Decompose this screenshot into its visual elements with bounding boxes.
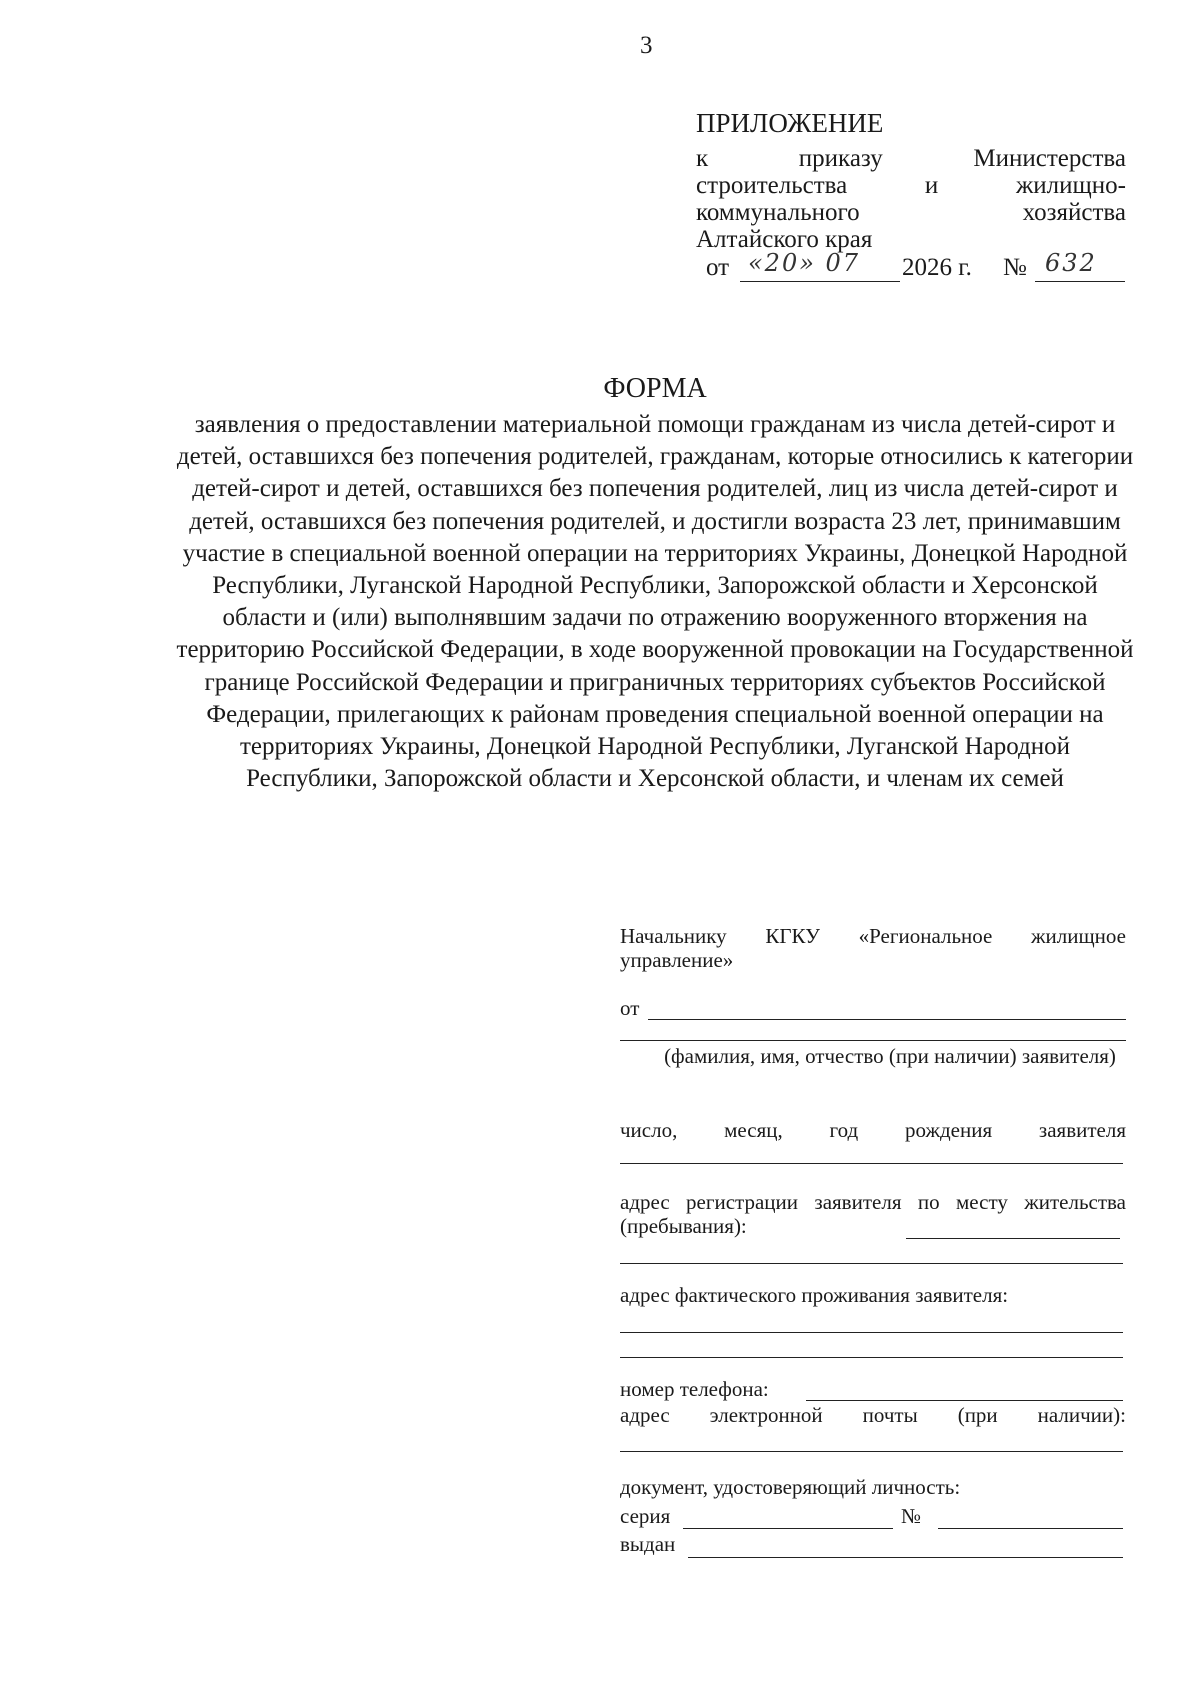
actual-address-label: адрес фактического проживания заявителя: — [620, 1283, 1009, 1307]
order-year: 2026 г. — [902, 254, 972, 281]
email-label: адрес электронной почты (при наличии): — [620, 1403, 1126, 1427]
appendix-title: ПРИЛОЖЕНИЕ — [696, 108, 884, 138]
appendix-line-1: к приказу Министерства — [696, 145, 1126, 172]
order-from-label: от — [706, 254, 730, 281]
addressee: Начальнику КГКУ «Региональное жилищное управление» — [620, 924, 1126, 972]
order-number-handwritten: 632 — [1045, 249, 1097, 277]
order-number-sign: № — [1003, 254, 1027, 281]
order-number-field — [1035, 251, 1125, 283]
order-date-underline — [740, 281, 900, 282]
page-number: 3 — [640, 32, 653, 59]
order-date-handwritten: «20» 07 — [748, 249, 861, 277]
email-line[interactable] — [620, 1451, 1123, 1452]
appendix-line-3: коммунального хозяйства — [696, 199, 1126, 226]
appendix-line-4: Алтайского края — [696, 226, 873, 253]
id-issued-label: выдан — [620, 1532, 676, 1556]
applicant-name-caption: (фамилия, имя, отчество (при наличии) заявителя) — [664, 1044, 1116, 1068]
id-series-label: серия — [620, 1504, 671, 1528]
form-title: ФОРМА — [603, 373, 707, 404]
actual-address-line-2[interactable] — [620, 1357, 1123, 1358]
id-number-line[interactable] — [938, 1528, 1123, 1529]
phone-line[interactable] — [806, 1400, 1123, 1401]
registration-address-line-2[interactable] — [620, 1263, 1123, 1264]
form-description: заявления о предоставлении материальной помощи гражданам из числа детей-сирот и детей, оставшихся без попечения родителей, гражданам, которые относились к категории детей-сирот и детей, оставшихся без попечения родителей, лиц из числа детей-сирот и детей, оставшихся без попечения родителей, и достигли возраста 23 лет, принимавшим участие в специальной военной операции на территориях Украины, Донецкой Народной Республики, Луганской Народной Республики, Запорожской области и Херсонской области и (или) выполнявшим задачи по отражению вооруженного вторжения на территорию Российской Федерации, в ходе вооруженной провокации на Государственной границе Российской Федерации и приграничных территориях субъектов Российской Федерации, прилегающих к районам проведения специальной военной операции на территориях Украины, Донецкой Народной Республики, Луганской Народной Республики, Запорожской области и Херсонской области, и членам их семей — [176, 411, 1134, 793]
actual-address-line-1[interactable] — [620, 1332, 1123, 1333]
order-number-underline — [1035, 281, 1125, 282]
birth-date-label: число, месяц, год рождения заявителя — [620, 1118, 1126, 1142]
birth-date-line[interactable] — [620, 1163, 1123, 1164]
applicant-name-line-2[interactable] — [620, 1040, 1126, 1041]
id-issued-line[interactable] — [688, 1557, 1123, 1558]
applicant-name-line-1[interactable] — [648, 1019, 1126, 1020]
id-document-label: документ, удостоверяющий личность: — [620, 1475, 961, 1499]
appendix-line-2: строительства и жилищно- — [696, 172, 1126, 199]
registration-address-label: адрес регистрации заявителя по месту жительства (пребывания): — [620, 1190, 1126, 1238]
id-number-sign: № — [901, 1504, 922, 1528]
from-label: от — [620, 996, 640, 1020]
id-series-line[interactable] — [683, 1528, 893, 1529]
phone-label: номер телефона: — [620, 1377, 769, 1401]
registration-address-line-1[interactable] — [906, 1238, 1120, 1239]
order-date-field — [740, 251, 900, 283]
